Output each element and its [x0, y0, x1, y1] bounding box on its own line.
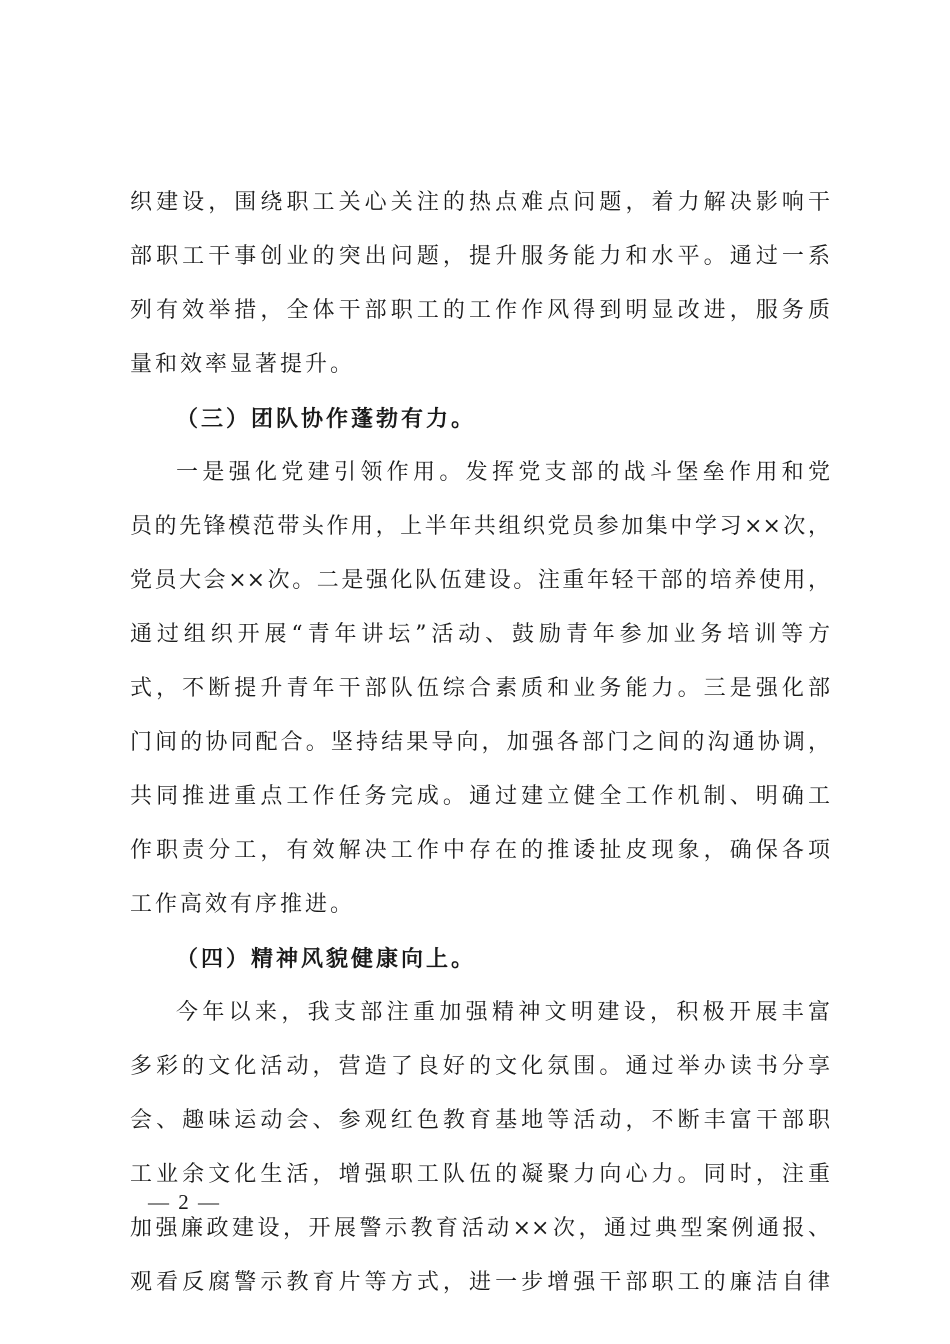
text-line: 共同推进重点工作任务完成。通过建立健全工作机制、明确工: [130, 784, 830, 809]
text-line: 部职工干事创业的突出问题，提升服务能力和水平。通过一系: [130, 244, 830, 269]
text-line: 通过组织开展“青年讲坛”活动、鼓励青年参加业务培训等方: [130, 622, 830, 647]
text-line: 多彩的文化活动，营造了良好的文化氛围。通过举办读书分享: [130, 1054, 830, 1079]
text-line: 一是强化党建引领作用。发挥党支部的战斗堡垒作用和党: [176, 460, 830, 485]
page-number: — 2 —: [148, 1190, 221, 1214]
section-heading-4: （四）精神风貌健康向上。: [176, 946, 477, 972]
text-line: 门间的协同配合。坚持结果导向，加强各部门之间的沟通协调，: [130, 730, 830, 755]
text-line: 员的先锋模范带头作用，上半年共组织党员参加集中学习××次，: [130, 514, 830, 539]
section-heading-3: （三）团队协作蓬勃有力。: [176, 406, 477, 432]
text-line: 织建设，围绕职工关心关注的热点难点问题，着力解决影响干: [130, 190, 830, 215]
text-line: 工业余文化生活，增强职工队伍的凝聚力向心力。同时，注重: [130, 1162, 830, 1187]
text-line: 观看反腐警示教育片等方式，进一步增强干部职工的廉洁自律: [130, 1270, 830, 1295]
text-line: 党员大会××次。二是强化队伍建设。注重年轻干部的培养使用，: [130, 568, 830, 593]
text-line: 列有效举措，全体干部职工的工作作风得到明显改进，服务质: [130, 298, 830, 323]
text-line: 会、趣味运动会、参观红色教育基地等活动，不断丰富干部职: [130, 1108, 830, 1133]
document-body: [130, 176, 830, 1310]
text-line: 加强廉政建设，开展警示教育活动××次，通过典型案例通报、: [130, 1216, 830, 1241]
text-line: 式，不断提升青年干部队伍综合素质和业务能力。三是强化部: [130, 676, 830, 701]
text-line: 量和效率显著提升。: [130, 352, 356, 377]
text-line: 工作高效有序推进。: [130, 892, 356, 917]
text-line: 作职责分工，有效解决工作中存在的推诿扯皮现象，确保各项: [130, 838, 830, 863]
text-line: 今年以来，我支部注重加强精神文明建设，积极开展丰富: [176, 1000, 830, 1025]
